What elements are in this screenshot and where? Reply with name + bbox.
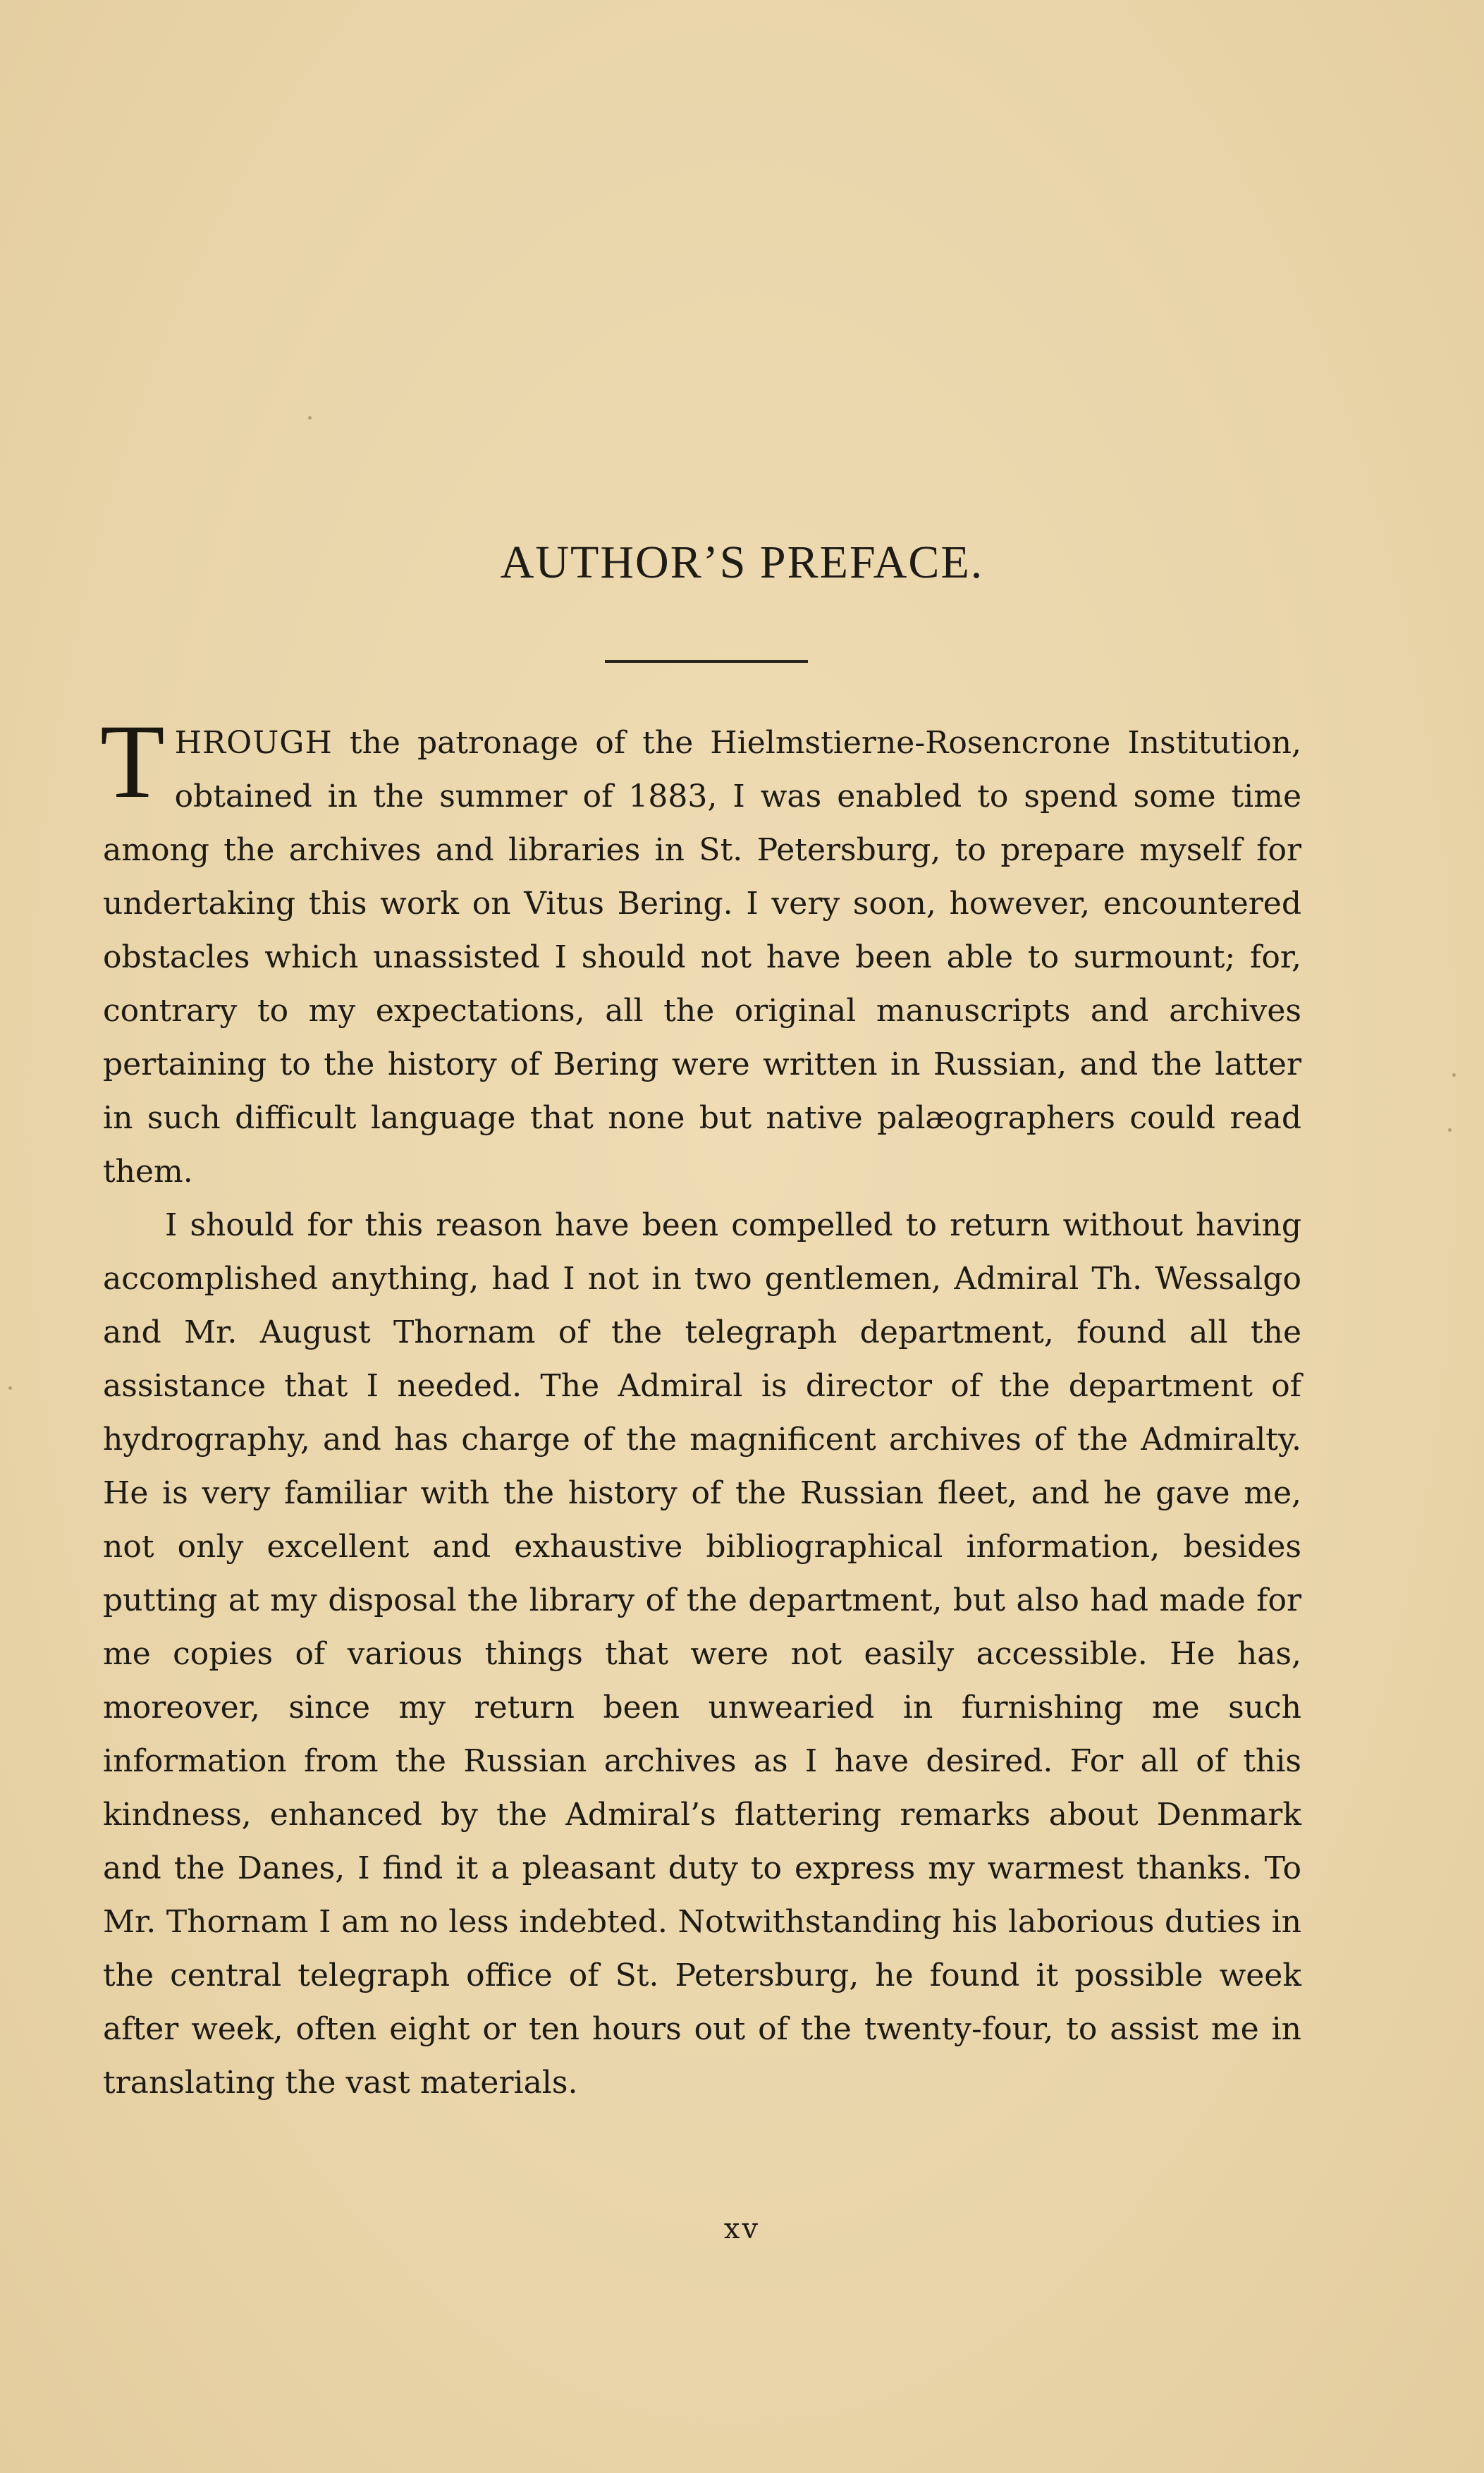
title-rule xyxy=(605,660,808,663)
paragraph-2 xyxy=(103,1199,1301,2110)
paragraph-1-text: the patronage of the Hielmstierne-Rosencrone Institution, obtained in the summer of 1883, I was enabled to spend some time among the archives and libraries in St. Petersburg, to prepare myself for undertaking this work on Vitus Bering. I very soon, however, encountered obstacles which unassisted I should not have been able to surmount; for, contrary to my expectations, all the original manuscripts and archives pertaining to the history of Bering were written in Russian, and the latter in such difficult language that none but native palæographers could read them. xyxy=(103,725,1301,1190)
preface-body xyxy=(100,703,1301,2110)
paragraph-1 xyxy=(100,703,1301,1199)
page-title: AUTHOR’S PREFACE. xyxy=(500,537,984,588)
paper-speck xyxy=(1448,1128,1452,1132)
paper-speck xyxy=(8,1386,12,1390)
paragraph-2-text: I should for this reason have been compelled to return without having accomplished anything, had I not in two gentlemen, Admiral Th. Wessalgo and Mr. August Thornam of the telegraph department, found all the assistance that I needed. The Admiral is director of the department of hydrography, and has charge of the magnificent archives of the Admiralty. He is very familiar with the history of the Russian fleet, and he gave me, not only excellent and exhaustive bibliographical information, besides putting at my disposal the library of the department, but also had made for me copies of various things that were not easily accessible. He has, moreover, since my return been unwearied in furnishing me such information from the Russian archives as I have desired. For all of this kindness, enhanced by the Admiral’s flattering remarks about Denmark and the Danes, I find it a pleasant duty to express my warmest thanks. To Mr. Thornam I am no less indebted. Notwithstanding his laborious duties in the central telegraph office of St. Petersburg, he found it possible week after week, often eight or ten hours out of the twenty-four, to assist me in translating the vast materials. xyxy=(103,1207,1301,2101)
page-number: xv xyxy=(723,2213,761,2245)
paper-speck xyxy=(308,416,312,420)
drop-cap: T xyxy=(100,703,165,820)
paper-speck xyxy=(1452,1073,1456,1077)
lead-word: HROUGH xyxy=(174,725,333,761)
